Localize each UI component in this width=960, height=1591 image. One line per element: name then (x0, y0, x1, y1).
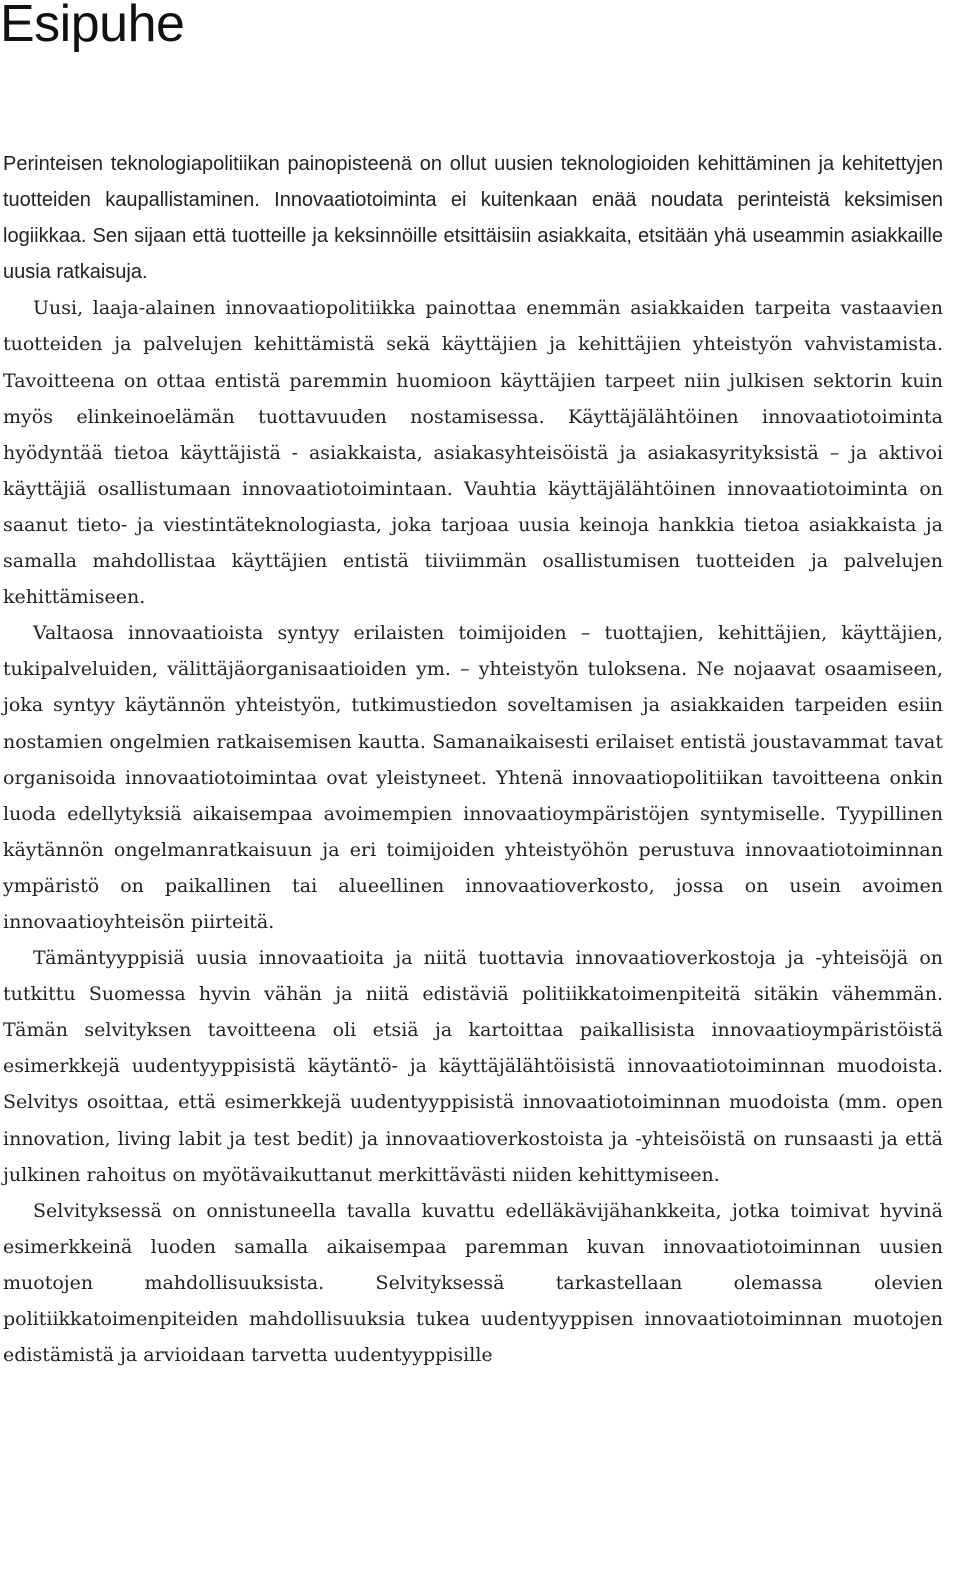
paragraph-2: Uusi, laaja-alainen innovaatiopolitiikka painottaa enemmän asiakkaiden tarpeita vastaavien tuotteiden ja palvelujen kehittämistä sekä käyttäjien ja kehittäjien yhteistyön vahvistamista. Tavoitteena on ottaa entistä paremmin huomioon käyttäjien tarpeet niin julkisen sektorin kuin myös elinkeinoelämän tuottavuuden nostamisessa. Käyttäjälähtöinen innovaatiotoiminta hyödyntää tietoa käyttäjistä - asiakkaista, asiakasyhteisöistä ja asiakasyrityksistä – ja aktivoi käyttäjiä osallistumaan innovaatiotoimintaan. Vauhtia käyttäjälähtöinen innovaatiotoiminta on saanut tieto- ja viestintäteknologiasta, joka tarjoaa uusia keinoja hankkia tietoa asiakkaista ja samalla mahdollistaa käyttäjien entistä tiiviimmän osallistumisen tuotteiden ja palvelujen kehittämiseen. (3, 297, 943, 609)
paragraph-3: Valtaosa innovaatioista syntyy erilaisten toimijoiden – tuottajien, kehittäjien, käyttäjien, tukipalveluiden, välittäjäorganisaatioiden ym. – yhteistyön tuloksena. Ne nojaavat osaamiseen, joka syntyy käytännön yhteistyön, tutkimustiedon soveltamisen ja asiakkaiden tarpeiden esiin nostamien ongelmien ratkaisemisen kautta. Samanaikaisesti erilaiset entistä joustavammat tavat organisoida innovaatiotoimintaa ovat yleistyneet. Yhtenä innovaatiopolitiikan tavoitteena onkin luoda edellytyksiä aikaisempaa avoimempien innovaatioympäristöjen syntymiselle. Tyypillinen käytännön ongelmanratkaisuun ja eri toimijoiden yhteistyöhön perustuva innovaatiotoiminnan ympäristö on paikallinen tai alueellinen innovaatioverkosto, jossa on usein avoimen innovaatioyhteisön piirteitä. (3, 622, 943, 933)
paragraph-5: Selvityksessä on onnistuneella tavalla kuvattu edelläkävijähankkeita, jotka toimivat hyvinä esimerkkeinä luoden samalla aikaisempaa paremman kuvan innovaatiotoiminnan uusien muotojen mahdollisuuksista. Selvityksessä tarkastellaan olemassa olevien politiikkatoimenpiteiden mahdollisuuksia tukea uudentyyppisen innovaatiotoiminnan muotojen edistämistä ja arvioidaan tarvetta uudentyyppisille (3, 1199, 943, 1367)
paragraph-1-text: Perinteisen teknologiapolitiikan painopisteenä on ollut uusien teknologioiden kehittäminen ja kehitettyjen tuotteiden kaupallistaminen. Innovaatiotoiminta ei kuitenkaan enää noudata perinteistä keksimisen logiikkaa. Sen sijaan että tuotteille ja keksinnöille etsittäisiin asiakkaita, etsitään yhä useammin asiakkaille uusia ratkaisuja. (3, 153, 943, 284)
paragraph-1 (3, 146, 943, 290)
document-body (3, 146, 943, 1373)
page-title: Esipuhe (0, 0, 185, 53)
paragraph-4: Tämäntyyppisiä uusia innovaatioita ja niitä tuottavia innovaatioverkostoja ja -yhteisöjä on tutkittu Suomessa hyvin vähän ja niitä edistäviä politiikkatoimenpiteitä sitäkin vähemmän. Tämän selvityksen tavoitteena oli etsiä ja kartoittaa paikallisista innovaatioympäristöistä esimerkkejä uudentyyppisistä käytäntö- ja käyttäjälähtöisistä innovaatiotoiminnan muodoista. Selvitys osoittaa, että esimerkkejä uudentyyppisistä innovaatiotoiminnan muodoista (mm. open innovation, living labit ja test bedit) ja innovaatioverkostoista ja -yhteisöistä on runsaasti ja että julkinen rahoitus on myötävaikuttanut merkittävästi niiden kehittymiseen. (3, 947, 943, 1186)
